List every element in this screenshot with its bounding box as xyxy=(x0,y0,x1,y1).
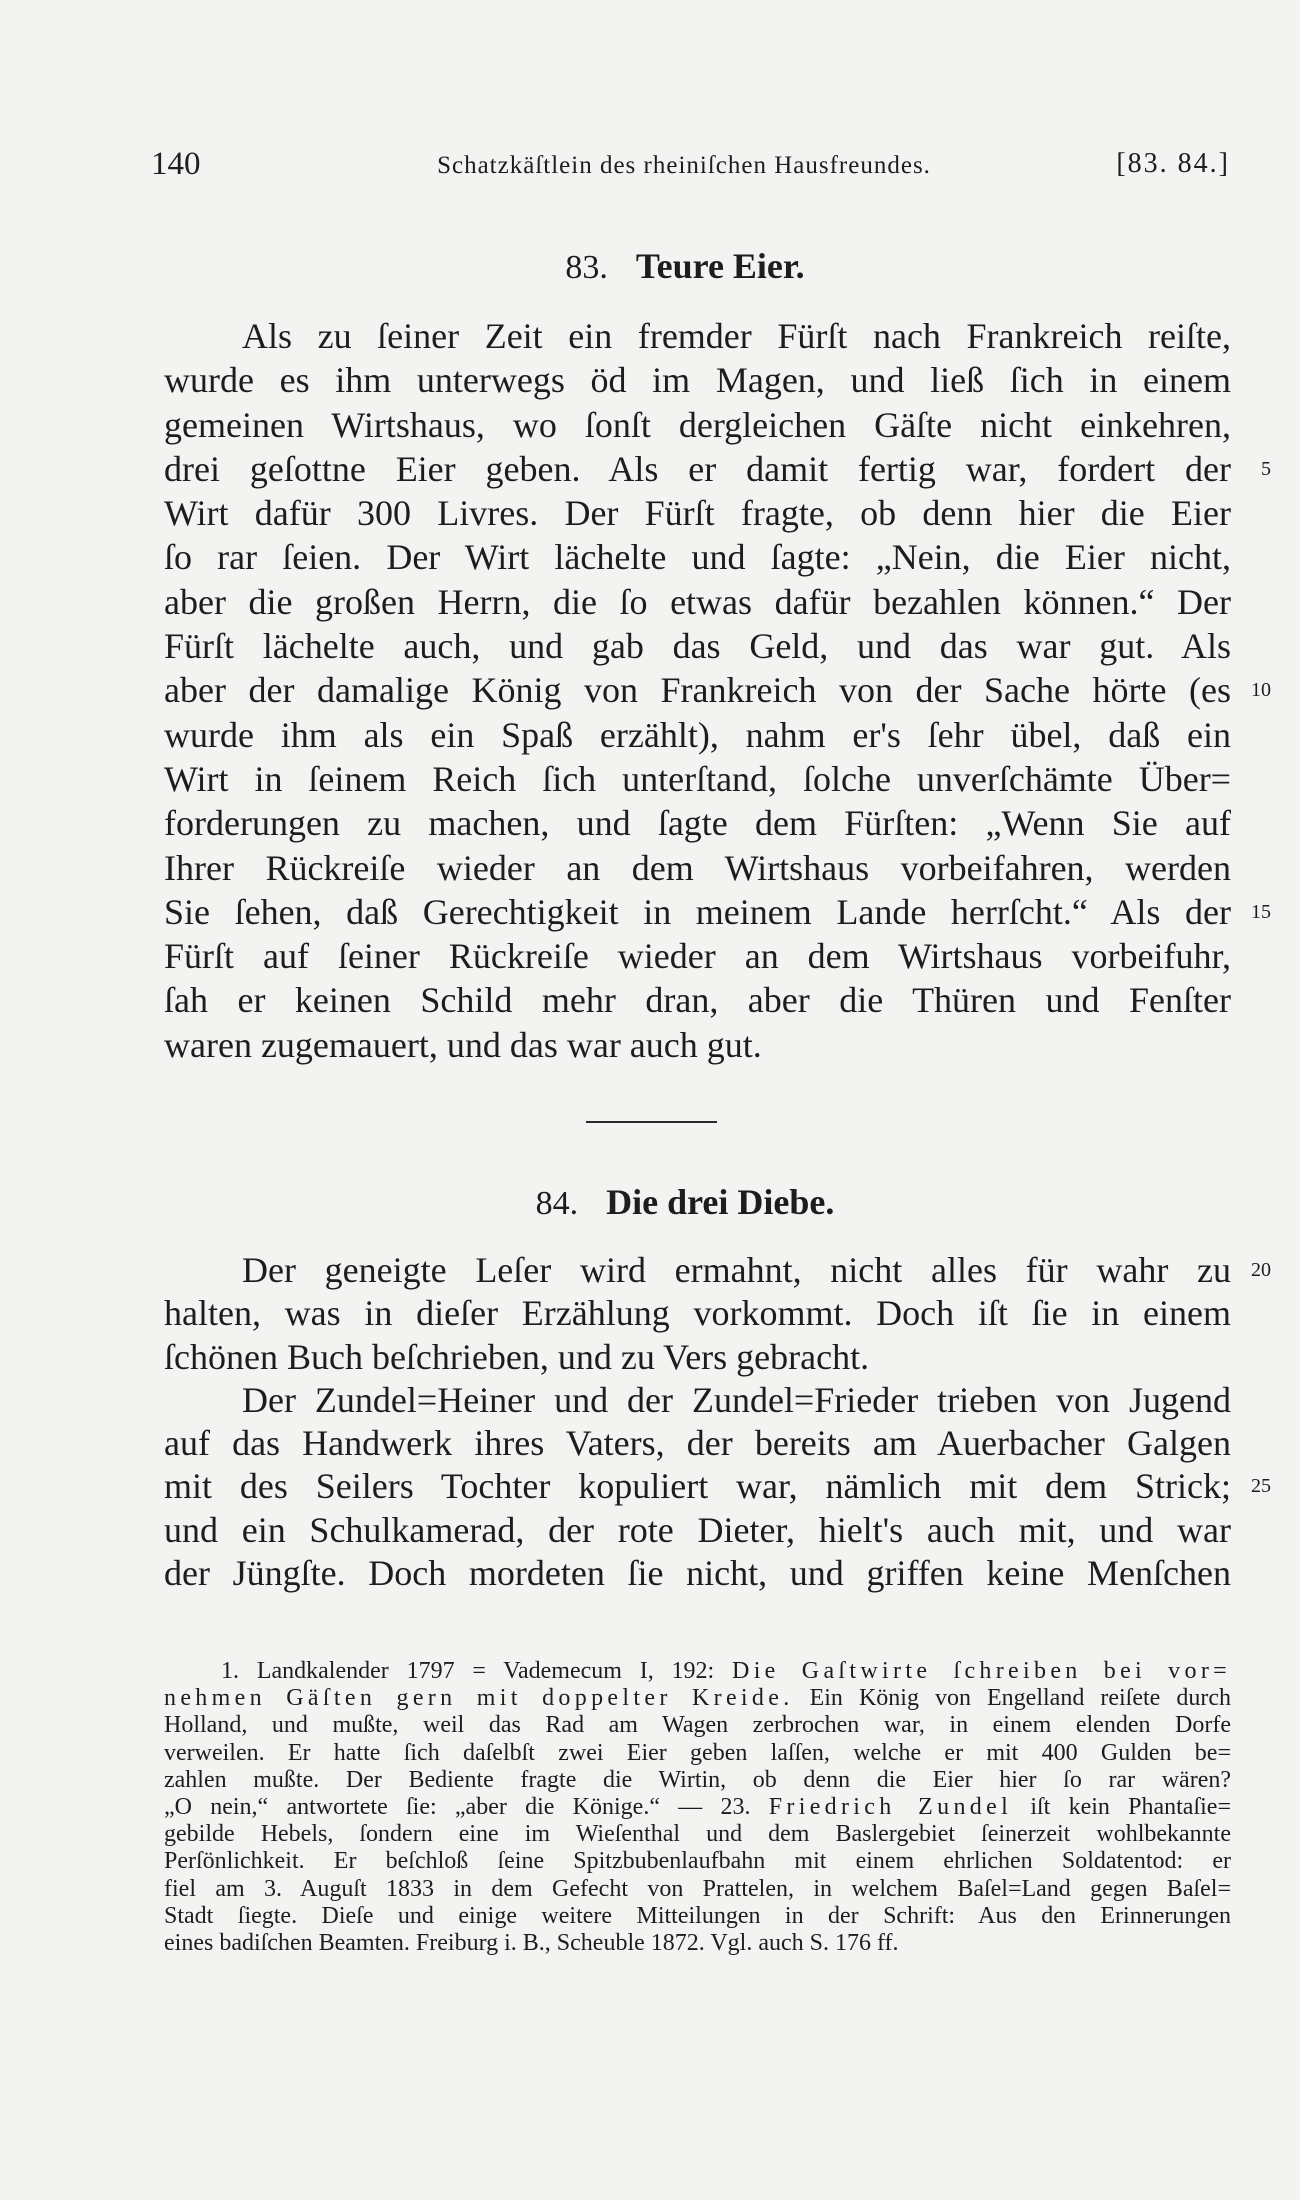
line-text: der Jüngſte. Doch mordeten ſie nicht, und griffen keine Menſchen xyxy=(164,1553,1231,1594)
line-text: drei geſottne Eier geben. Als er damit fertig war, fordert der xyxy=(164,448,1231,489)
line-number-marker: 5 xyxy=(1261,457,1271,480)
line-number-marker: 10 xyxy=(1251,679,1271,702)
section-number: 84. xyxy=(535,1185,579,1222)
text-line xyxy=(164,1552,1231,1595)
line-text: wurde es ihm unterwegs öd im Magen, und ließ ſich in einem xyxy=(164,360,1231,401)
footnote-line xyxy=(164,1876,1231,1903)
text-line xyxy=(164,1292,1231,1335)
section-heading: Die drei Diebe. xyxy=(606,1182,835,1222)
text-line xyxy=(164,1336,1231,1379)
text-line xyxy=(164,491,1231,535)
text-line xyxy=(164,624,1231,668)
text-line xyxy=(164,934,1231,978)
footnote-spaced-text: Friedrich Zundel xyxy=(768,1794,1013,1821)
footnote-line xyxy=(164,1930,1231,1957)
line-text: waren zugemauert, und das war auch gut. xyxy=(164,1024,762,1065)
footnote-text: gebilde Hebels, ſondern eine im Wieſenthal und dem Baslergebiet ſeinerzeit wohlbekannte xyxy=(164,1821,1231,1848)
section-body xyxy=(164,314,1271,1067)
footnote-line xyxy=(164,1740,1231,1767)
text-line xyxy=(164,1249,1271,1292)
footnote-text: 1. Landkalender 1797 = Vademecum I, 192: xyxy=(221,1658,733,1684)
line-number-marker: 20 xyxy=(1251,1259,1271,1281)
footnote-text: Holland, und mußte, weil das Rad am Wagen zerbrochen war, in einem elenden Dorfe xyxy=(164,1712,1231,1739)
line-text: Der Zundel=Heiner und der Zundel=Frieder trieben von Jugend xyxy=(242,1379,1231,1420)
line-text: Fürſt lächelte auch, und gab das Geld, und das war gut. Als xyxy=(164,626,1231,667)
line-text: Ihrer Rückreiſe wieder an dem Wirtshaus vorbeifahren, werden xyxy=(164,847,1231,888)
text-line xyxy=(164,314,1231,358)
text-line xyxy=(164,1379,1231,1422)
text-line xyxy=(164,1023,1231,1067)
line-text: ſo rar ſeien. Der Wirt lächelte und ſagte: „Nein, die Eier nicht, xyxy=(164,537,1231,578)
footnote-text: iſt kein Phantaſie= xyxy=(1012,1794,1231,1821)
text-line xyxy=(164,358,1231,402)
text-line xyxy=(164,978,1231,1022)
section-number: 83. xyxy=(565,249,608,286)
text-line xyxy=(164,713,1231,757)
text-line xyxy=(164,668,1271,712)
line-text: mit des Seilers Tochter kopuliert war, nämlich mit dem Strick; xyxy=(164,1466,1231,1507)
text-line xyxy=(164,447,1271,491)
text-line xyxy=(164,846,1231,890)
text-line xyxy=(164,1509,1231,1552)
running-title: Schatzkäſtlein des rheiniſchen Hausfreundes. xyxy=(437,152,931,179)
footnote-spaced-text: Die Gaſtwirte ſchreiben bei vor= xyxy=(732,1658,1231,1684)
footnote-line xyxy=(164,1821,1231,1848)
line-text: ſah er keinen Schild mehr dran, aber die Thüren und Fenſter xyxy=(164,980,1231,1021)
text-line xyxy=(164,403,1231,447)
section-title xyxy=(150,244,1220,296)
section-divider xyxy=(586,1121,717,1123)
footnote-line xyxy=(164,1848,1231,1875)
footnote-text: „O nein,“ antwortete ſie: „aber die Könige.“ — 23. xyxy=(164,1794,769,1821)
text-line xyxy=(164,757,1231,801)
text-line xyxy=(164,580,1231,624)
footnote-spaced-text: nehmen Gäſten gern mit doppelter Kreide. xyxy=(164,1685,794,1712)
footnote-text: eines badiſchen Beamten. Freiburg i. B., Scheuble 1872. Vgl. auch S. 176 ff. xyxy=(164,1930,899,1957)
footnote-text: verweilen. Er hatte ſich daſelbſt zwei Eier geben laſſen, welche er mit 400 Gulden be= xyxy=(164,1739,1231,1766)
line-text: aber der damalige König von Frankreich von der Sache hörte (es xyxy=(164,670,1231,711)
line-text: gemeinen Wirtshaus, wo ſonſt dergleichen Gäſte nicht einkehren, xyxy=(164,404,1231,445)
text-line xyxy=(164,1422,1231,1465)
text-line xyxy=(164,801,1231,845)
line-text: Fürſt auf ſeiner Rückreiſe wieder an dem Wirtshaus vorbeifuhr, xyxy=(164,936,1231,977)
footnote-line xyxy=(164,1794,1231,1821)
text-line xyxy=(164,1465,1271,1508)
section-title xyxy=(150,1180,1220,1232)
line-text: Wirt in ſeinem Reich ſich unterſtand, ſolche unverſchämte Über= xyxy=(164,758,1231,799)
line-text: halten, was in dieſer Erzählung vorkommt. Doch iſt ſie in einem xyxy=(164,1293,1231,1334)
text-line xyxy=(164,535,1231,579)
footnote-text: Perſönlichkeit. Er beſchloß ſeine Spitzbubenlaufbahn mit einem ehrlichen Soldatentod: er xyxy=(164,1848,1231,1875)
footnote-line xyxy=(164,1712,1231,1739)
line-text: ſchönen Buch beſchrieben, und zu Vers gebracht. xyxy=(164,1336,870,1377)
line-text: forderungen zu machen, und ſagte dem Fürſten: „Wenn Sie auf xyxy=(164,803,1231,844)
section-heading: Teure Eier. xyxy=(635,246,805,286)
line-text: aber die großen Herrn, die ſo etwas dafür bezahlen können.“ Der xyxy=(164,581,1231,622)
footnote-line xyxy=(164,1903,1231,1930)
line-text: Der geneigte Leſer wird ermahnt, nicht alles für wahr zu xyxy=(242,1250,1231,1290)
section-range: [83. 84.] xyxy=(1116,148,1230,179)
footnote-line xyxy=(164,1767,1231,1794)
line-number-marker: 15 xyxy=(1251,900,1271,923)
footnote-line xyxy=(164,1685,1231,1712)
line-text: Als zu ſeiner Zeit ein fremder Fürſt nach Frankreich reiſte, xyxy=(242,316,1231,356)
line-text: und ein Schulkamerad, der rote Dieter, hielt's auch mit, und war xyxy=(164,1509,1231,1550)
footnotes xyxy=(164,1658,1231,1957)
line-number-marker: 25 xyxy=(1251,1475,1271,1498)
section-body xyxy=(164,1249,1271,1595)
line-text: Wirt dafür 300 Livres. Der Fürſt fragte, ob denn hier die Eier xyxy=(164,493,1231,534)
line-text: Sie ſehen, daß Gerechtigkeit in meinem Lande herrſcht.“ Als der xyxy=(164,891,1231,932)
footnote-text: Ein König von Engelland reiſete durch xyxy=(793,1685,1231,1712)
footnote-line xyxy=(164,1658,1231,1685)
text-line xyxy=(164,890,1271,934)
page-number: 140 xyxy=(151,146,201,182)
footnote-text: fiel am 3. Auguſt 1833 in dem Gefecht von Prattelen, in welchem Baſel=Land gegen Baſel= xyxy=(164,1875,1231,1902)
footnote-text: zahlen mußte. Der Bediente fragte die Wirtin, ob denn die Eier hier ſo rar wären? xyxy=(164,1766,1231,1793)
footnote-text: Stadt ſiegte. Dieſe und einige weitere Mitteilungen in der Schrift: Aus den Erinnerungen xyxy=(164,1902,1231,1929)
line-text: wurde ihm als ein Spaß erzählt), nahm er's ſehr übel, daß ein xyxy=(164,714,1231,755)
line-text: auf das Handwerk ihres Vaters, der bereits am Auerbacher Galgen xyxy=(164,1423,1231,1464)
